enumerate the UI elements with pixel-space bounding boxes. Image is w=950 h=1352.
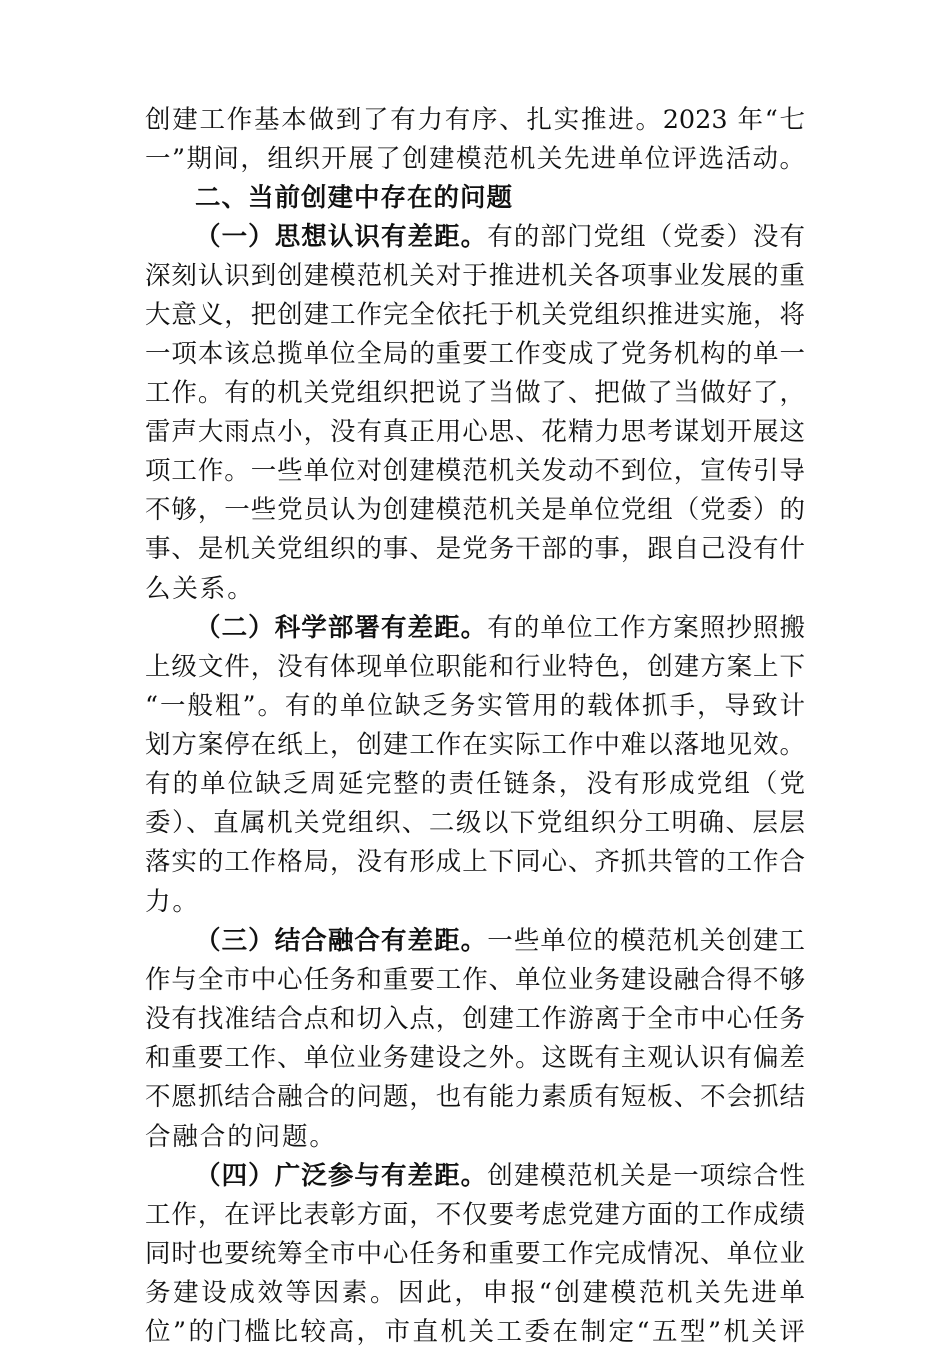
paragraph-text: 创建模范机关是一项综合性 bbox=[487, 1161, 805, 1191]
paragraph-line: 同时也要统筹全市中心任务和重要工作完成情况、单位业 bbox=[145, 1239, 805, 1269]
paragraph-line: 不愿抓结合融合的问题，也有能力素质有短板、不会抓结 bbox=[145, 1082, 805, 1112]
paragraph-line: 作与全市中心任务和重要工作、单位业务建设融合得不够 bbox=[145, 965, 805, 995]
paragraph-line: 没有找准结合点和切入点，创建工作游离于全市中心任务 bbox=[145, 1004, 805, 1034]
paragraph-line: 事、是机关党组织的事、是党务干部的事，跟自己没有什 bbox=[145, 534, 805, 564]
paragraph-line: 落实的工作格局，没有形成上下同心、齐抓共管的工作合 bbox=[145, 847, 805, 877]
paragraph-line: 和重要工作、单位业务建设之外。这既有主观认识有偏差 bbox=[145, 1043, 805, 1073]
paragraph-first-line bbox=[195, 217, 805, 257]
paragraph-line: 雷声大雨点小，没有真正用心思、花精力思考谋划开展这 bbox=[145, 417, 805, 447]
paragraph-line: 项工作。一些单位对创建模范机关发动不到位，宣传引导 bbox=[145, 456, 805, 486]
paragraph-line: 有的单位缺乏周延完整的责任链条，没有形成党组（党 bbox=[145, 769, 805, 799]
paragraph-text: 有的部门党组（党委）没有 bbox=[487, 222, 805, 252]
paragraph-line: 么关系。 bbox=[145, 574, 255, 604]
paragraph-line: 上级文件，没有体现单位职能和行业特色，创建方案上下 bbox=[145, 652, 805, 682]
paragraph-first-line bbox=[195, 608, 805, 648]
subsection-title: （二）科学部署有差距。 bbox=[195, 613, 488, 643]
paragraph-line: “一般粗”。有的单位缺乏务实管用的载体抓手，导致计 bbox=[145, 691, 805, 721]
paragraph-line: 大意义，把创建工作完全依托于机关党组织推进实施，将 bbox=[145, 300, 805, 330]
paragraph-first-line bbox=[195, 921, 805, 961]
paragraph-line: 一项本该总揽单位全局的重要工作变成了党务机构的单一 bbox=[145, 339, 805, 369]
subsection-title: （一）思想认识有差距。 bbox=[195, 222, 488, 252]
paragraph-text: 一些单位的模范机关创建工 bbox=[487, 926, 805, 956]
subsection-title: （四）广泛参与有差距。 bbox=[195, 1161, 488, 1191]
paragraph-line: 位”的门槛比较高，市直机关工委在制定“五型”机关评 bbox=[145, 1317, 805, 1347]
paragraph-line: 创建工作基本做到了有力有序、扎实推进。2023 年“七 bbox=[145, 105, 805, 135]
paragraph-line: 不够，一些党员认为创建模范机关是单位党组（党委）的 bbox=[145, 495, 805, 525]
paragraph-text: 有的单位工作方案照抄照搬 bbox=[487, 613, 805, 643]
subsection-title: （三）结合融合有差距。 bbox=[195, 926, 488, 956]
paragraph-line: 一”期间，组织开展了创建模范机关先进单位评选活动。 bbox=[145, 144, 805, 174]
paragraph-line: 划方案停在纸上，创建工作在实际工作中难以落地见效。 bbox=[145, 730, 805, 760]
paragraph-line: 力。 bbox=[145, 887, 200, 917]
paragraph-line: 务建设成效等因素。因此，申报“创建模范机关先进单 bbox=[145, 1278, 805, 1308]
paragraph-line: 工作。有的机关党组织把说了当做了、把做了当做好了， bbox=[145, 378, 805, 408]
paragraph-first-line bbox=[195, 1156, 805, 1196]
paragraph-line: 合融合的问题。 bbox=[145, 1122, 337, 1152]
section-heading: 二、当前创建中存在的问题 bbox=[195, 183, 514, 213]
paragraph-line: 深刻认识到创建模范机关对于推进机关各项事业发展的重 bbox=[145, 261, 805, 291]
paragraph-line: 委）、直属机关党组织、二级以下党组织分工明确、层层 bbox=[145, 808, 805, 838]
paragraph-line: 工作，在评比表彰方面，不仅要考虑党建方面的工作成绩 bbox=[145, 1200, 805, 1230]
